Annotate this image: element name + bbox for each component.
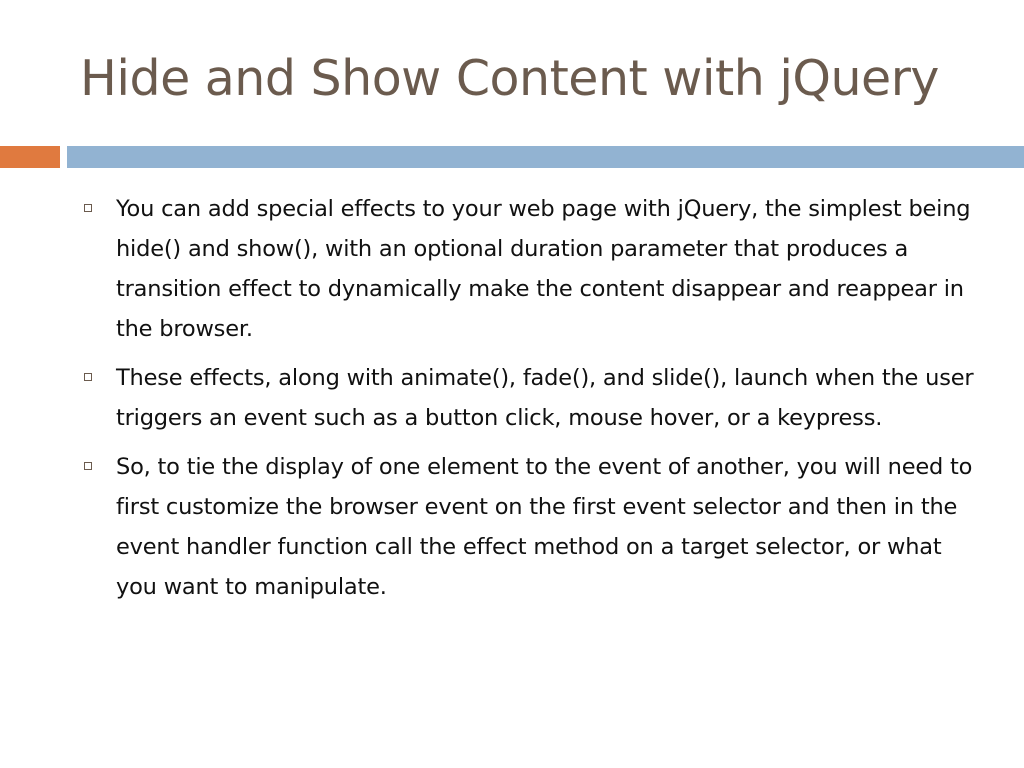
square-bullet-icon [84,373,92,381]
bullet-text: So, to tie the display of one element to the event of another, you will need to first customize the browser event on the first event selector and then in the event handler function call the effect method on a target selector, or what you want to manipulate. [116,454,973,600]
slide-title: Hide and Show Content with jQuery [80,50,939,107]
square-bullet-icon [84,204,92,212]
bullet-item [80,189,980,349]
accent-bar-blue [67,146,1024,168]
bullet-item [80,358,980,438]
square-bullet-icon [84,462,92,470]
accent-bar-orange [0,146,60,168]
bullet-list [80,189,980,616]
bullet-text: These effects, along with animate(), fade(), and slide(), launch when the user triggers an event such as a button click, mouse hover, or a keypress. [116,365,974,431]
bullet-item [80,447,980,607]
bullet-text: You can add special effects to your web page with jQuery, the simplest being hide() and show(), with an optional duration parameter that produces a transition effect to dynamically make the content disappear and reappear in the browser. [116,196,971,342]
